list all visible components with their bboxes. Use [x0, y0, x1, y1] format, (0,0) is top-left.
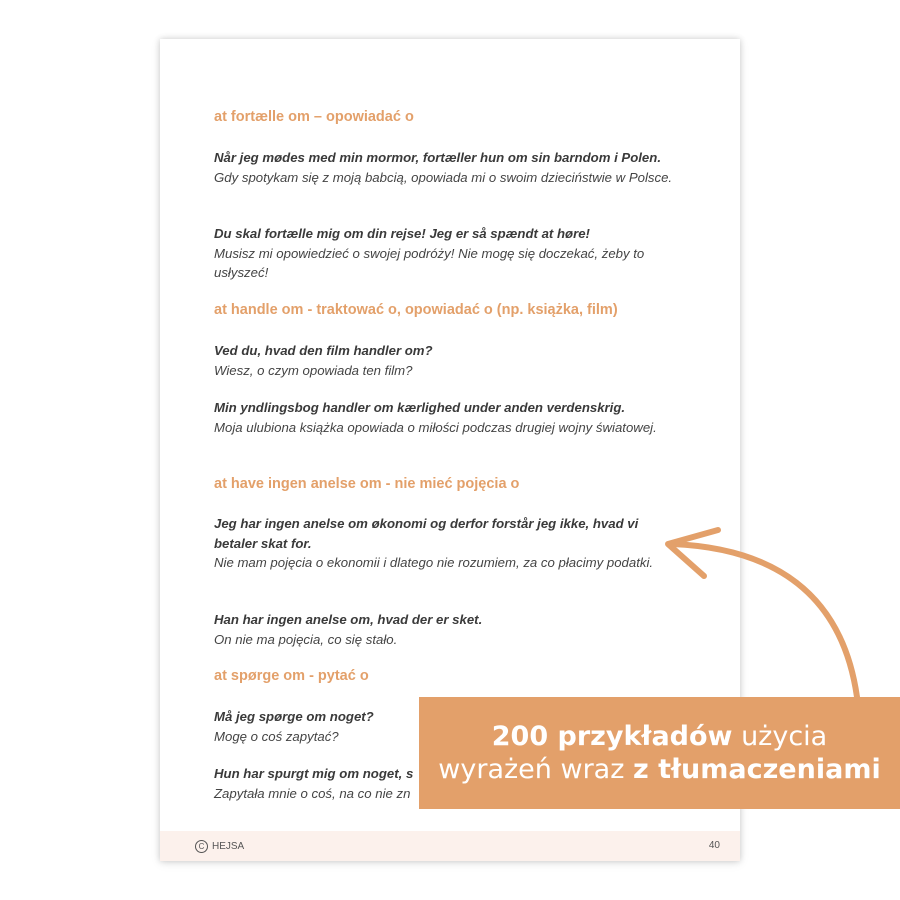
polish-translation: Wiesz, o czym opowiada ten film?: [214, 362, 413, 378]
promo-banner: [419, 697, 900, 809]
page-footer: [160, 831, 740, 861]
copyright-icon: C: [195, 840, 208, 853]
danish-example: Når jeg mødes med min mormor, fortæller hun om sin barndom i Polen.: [214, 150, 661, 165]
page-number: 40: [708, 840, 720, 851]
danish-example: Ved du, hvad den film handler om?: [214, 343, 433, 358]
danish-example: Han har ingen anelse om, hvad der er sket.: [214, 612, 483, 627]
banner-line-2: [419, 754, 900, 785]
polish-translation: Moja ulubiona książka opowiada o miłości podczas drugiej wojny światowej.: [214, 419, 657, 435]
section-heading: at handle om - traktować o, opowiadać o (np. książka, film): [214, 302, 618, 318]
footer-brand: [195, 840, 244, 853]
polish-translation: Mogę o coś zapytać?: [214, 728, 339, 744]
banner-text: użycia: [732, 721, 828, 752]
danish-example: Må jeg spørge om noget?: [214, 709, 374, 724]
danish-example: Du skal fortælle mig om din rejse! Jeg er så spændt at høre!: [214, 226, 590, 241]
section-heading: at have ingen anelse om - nie mieć pojęcia o: [214, 476, 520, 492]
banner-line-1: [419, 721, 900, 752]
polish-translation: Gdy spotykam się z moją babcią, opowiada mi o swoim dzieciństwie w Polsce.: [214, 169, 673, 185]
banner-bold-translations: z tłumaczeniami: [632, 754, 881, 785]
section-heading: at spørge om - pytać o: [214, 668, 369, 684]
danish-example: Min yndlingsbog handler om kærlighed under anden verdenskrig.: [214, 400, 626, 415]
banner-text: wyrażeń wraz: [438, 754, 633, 785]
danish-example: Jeg har ingen anelse om økonomi og derfor forstår jeg ikke, hvad vi betaler skat for.: [214, 516, 639, 551]
danish-example: Hun har spurgt mig om noget, s: [214, 766, 414, 781]
polish-translation: Nie mam pojęcia o ekonomii i dlatego nie rozumiem, za co płacimy podatki.: [214, 555, 654, 570]
banner-bold-count: 200 przykładów: [491, 721, 733, 752]
polish-translation: Zapytała mnie o coś, na co nie zn: [214, 785, 411, 801]
polish-translation: Musisz mi opowiedzieć o swojej podróży! Nie mogę się doczekać, żeby to usłyszeć!: [214, 245, 645, 280]
brand-name: HEJSA: [212, 841, 245, 852]
section-heading: at fortælle om – opowiadać o: [214, 109, 414, 125]
polish-translation: On nie ma pojęcia, co się stało.: [214, 631, 398, 647]
